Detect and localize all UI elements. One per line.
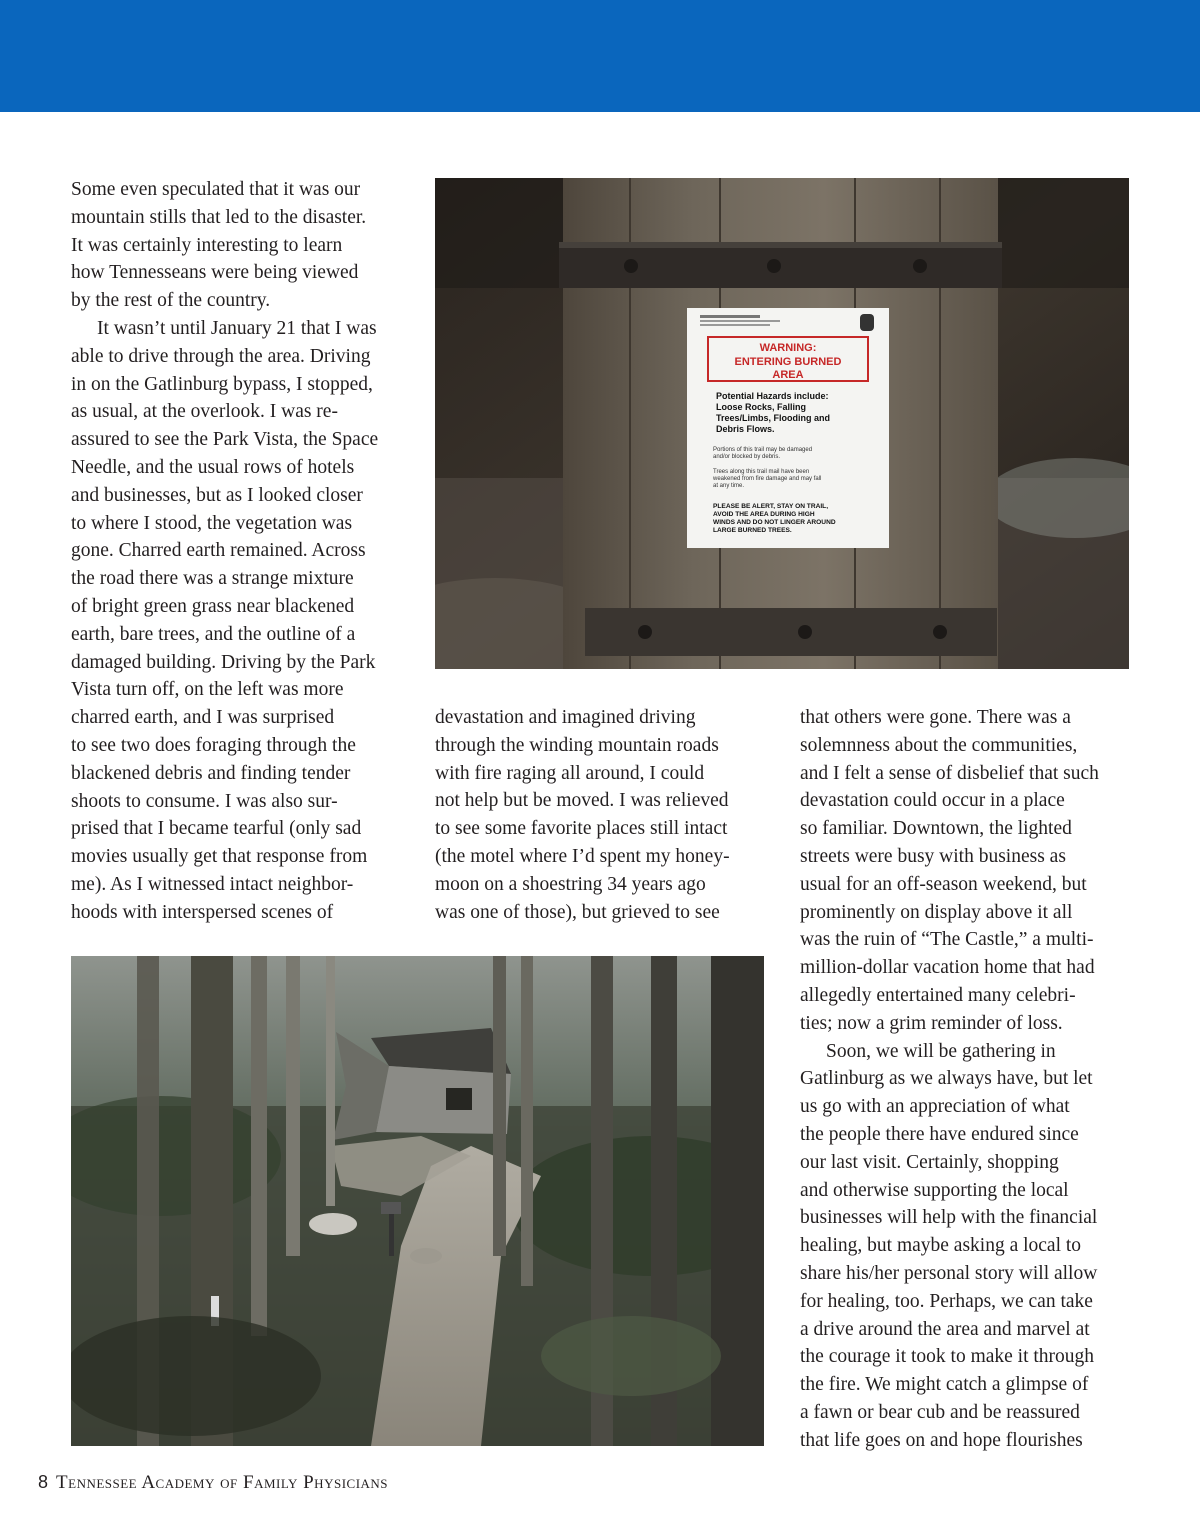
text-line: so familiar. Downtown, the lighted bbox=[800, 818, 1072, 840]
sign-hazard-line-2: Loose Rocks, Falling bbox=[716, 402, 807, 412]
cabin-trail-photo bbox=[71, 956, 764, 1446]
sign-note2-line-2: weakened from fire damage and may fall bbox=[713, 476, 822, 482]
header-bar bbox=[0, 0, 1200, 112]
text-line: damaged building. Driving by the Park bbox=[71, 651, 376, 673]
text-line: and I felt a sense of disbelief that such bbox=[800, 762, 1099, 784]
text-line: the fire. We might catch a glimpse of bbox=[800, 1374, 1089, 1396]
text-line: that others were gone. There was a bbox=[800, 707, 1071, 728]
text-line: of bright green grass near blackened bbox=[71, 595, 355, 617]
text-line: that life goes on and hope flourishes bbox=[800, 1429, 1083, 1451]
sign-hazard-line-4: Debris Flows. bbox=[716, 424, 775, 434]
text-line: not help but be moved. I was relieved bbox=[435, 790, 729, 812]
sign-title-line-2: ENTERING BURNED bbox=[734, 356, 842, 368]
text-line: and otherwise supporting the local bbox=[800, 1179, 1069, 1201]
text-line: the courage it took to make it through bbox=[800, 1346, 1095, 1368]
text-line: how Tennesseans were being viewed bbox=[71, 262, 359, 284]
sign-alert-line-1: PLEASE BE ALERT, STAY ON TRAIL, bbox=[713, 503, 829, 510]
text-line: me). As I witnessed intact neighbor- bbox=[71, 873, 354, 895]
text-line: Gatlinburg as we always have, but let bbox=[800, 1068, 1093, 1090]
text-line: solemnness about the communities, bbox=[800, 734, 1078, 756]
text-line: earth, bare trees, and the outline of a bbox=[71, 623, 356, 645]
text-line: assured to see the Park Vista, the Space bbox=[71, 429, 379, 451]
text-line: It wasn’t until January 21 that I was bbox=[97, 317, 377, 339]
article-column-1 bbox=[71, 176, 378, 927]
text-line: was one of those), but grieved to see bbox=[435, 901, 720, 923]
warning-sign-photo bbox=[435, 178, 1129, 669]
sign-hazard-line-3: Trees/Limbs, Flooding and bbox=[716, 413, 831, 423]
warning-sign-illustration bbox=[435, 178, 1129, 669]
sign-alert-line-3: WINDS AND DO NOT LINGER AROUND bbox=[713, 519, 836, 526]
text-line: in on the Gatlinburg bypass, I stopped, bbox=[71, 373, 373, 395]
text-line: with fire raging all around, I could bbox=[435, 762, 705, 784]
page-number: 8 bbox=[38, 1472, 49, 1492]
sign-alert-line-2: AVOID THE AREA DURING HIGH bbox=[713, 511, 815, 518]
text-line: ties; now a grim reminder of loss. bbox=[800, 1012, 1063, 1034]
sign-note1-line-2: and/or blocked by debris. bbox=[713, 454, 781, 460]
text-line: streets were busy with business as bbox=[800, 845, 1066, 867]
text-line: able to drive through the area. Driving bbox=[71, 345, 371, 367]
text-line: a fawn or bear cub and be reassured bbox=[800, 1401, 1080, 1423]
publication-name: Tennessee Academy of Family Physicians bbox=[56, 1472, 389, 1493]
page-footer bbox=[38, 1472, 388, 1494]
text-line: (the motel where I’d spent my honey- bbox=[435, 845, 730, 867]
text-line: Needle, and the usual rows of hotels bbox=[71, 456, 355, 478]
sign-alert-line-4: LARGE BURNED TREES. bbox=[713, 527, 792, 534]
text-line: prised that I became tearful (only sad bbox=[71, 818, 362, 840]
text-line: Vista turn off, on the left was more bbox=[71, 679, 344, 701]
text-line: healing, but maybe asking a local to bbox=[800, 1235, 1082, 1257]
text-line: shoots to consume. I was also sur- bbox=[71, 790, 338, 812]
text-line: devastation could occur in a place bbox=[800, 790, 1065, 812]
text-line: to where I stood, the vegetation was bbox=[71, 512, 353, 534]
text-line: through the winding mountain roads bbox=[435, 734, 719, 756]
text-line: Soon, we will be gathering in bbox=[826, 1040, 1056, 1062]
text-line: the road there was a strange mixture bbox=[71, 568, 354, 590]
text-line: hoods with interspersed scenes of bbox=[71, 901, 334, 923]
text-line: for healing, too. Perhaps, we can take bbox=[800, 1290, 1093, 1312]
text-line: It was certainly interesting to learn bbox=[71, 234, 343, 256]
cabin-trail-illustration bbox=[71, 956, 764, 1446]
text-line: mountain stills that led to the disaster. bbox=[71, 206, 367, 228]
text-line: our last visit. Certainly, shopping bbox=[800, 1151, 1059, 1173]
sign-note1-line-1: Portions of this trail may be damaged bbox=[713, 447, 813, 453]
sign-title-line-1: WARNING: bbox=[759, 342, 817, 354]
text-line: allegedly entertained many celebri- bbox=[800, 984, 1076, 1006]
text-line: the people there have endured since bbox=[800, 1123, 1079, 1145]
text-line: million-dollar vacation home that had bbox=[800, 957, 1095, 979]
text-line: moon on a shoestring 34 years ago bbox=[435, 873, 706, 895]
text-line: Some even speculated that it was our bbox=[71, 179, 361, 200]
text-line: a drive around the area and marvel at bbox=[800, 1318, 1090, 1340]
text-line: charred earth, and I was surprised bbox=[71, 707, 335, 729]
text-line: as usual, at the overlook. I was re- bbox=[71, 401, 338, 423]
sign-note2-line-1: Trees along this trail mail have been bbox=[713, 469, 810, 475]
text-line: movies usually get that response from bbox=[71, 846, 368, 868]
sign-title-line-3: AREA bbox=[772, 369, 804, 381]
text-line: to see two does foraging through the bbox=[71, 734, 356, 756]
text-line: usual for an off-season weekend, but bbox=[800, 873, 1087, 895]
text-line: share his/her personal story will allow bbox=[800, 1262, 1098, 1284]
text-line: devastation and imagined driving bbox=[435, 707, 696, 728]
sign-hazard-line-1: Potential Hazards include: bbox=[716, 391, 829, 401]
text-line: prominently on display above it all bbox=[800, 901, 1073, 923]
article-column-2 bbox=[435, 704, 730, 926]
text-line: was the ruin of “The Castle,” a multi- bbox=[800, 929, 1094, 951]
text-line: gone. Charred earth remained. Across bbox=[71, 540, 366, 562]
text-line: and businesses, but as I looked closer bbox=[71, 484, 363, 506]
text-line: to see some favorite places still intact bbox=[435, 818, 728, 840]
sign-note2-line-3: at any time. bbox=[713, 483, 745, 489]
text-line: blackened debris and finding tender bbox=[71, 762, 351, 784]
text-line: businesses will help with the financial bbox=[800, 1207, 1098, 1229]
text-line: us go with an appreciation of what bbox=[800, 1096, 1070, 1118]
text-line: by the rest of the country. bbox=[71, 290, 271, 312]
article-column-3 bbox=[800, 704, 1099, 1455]
